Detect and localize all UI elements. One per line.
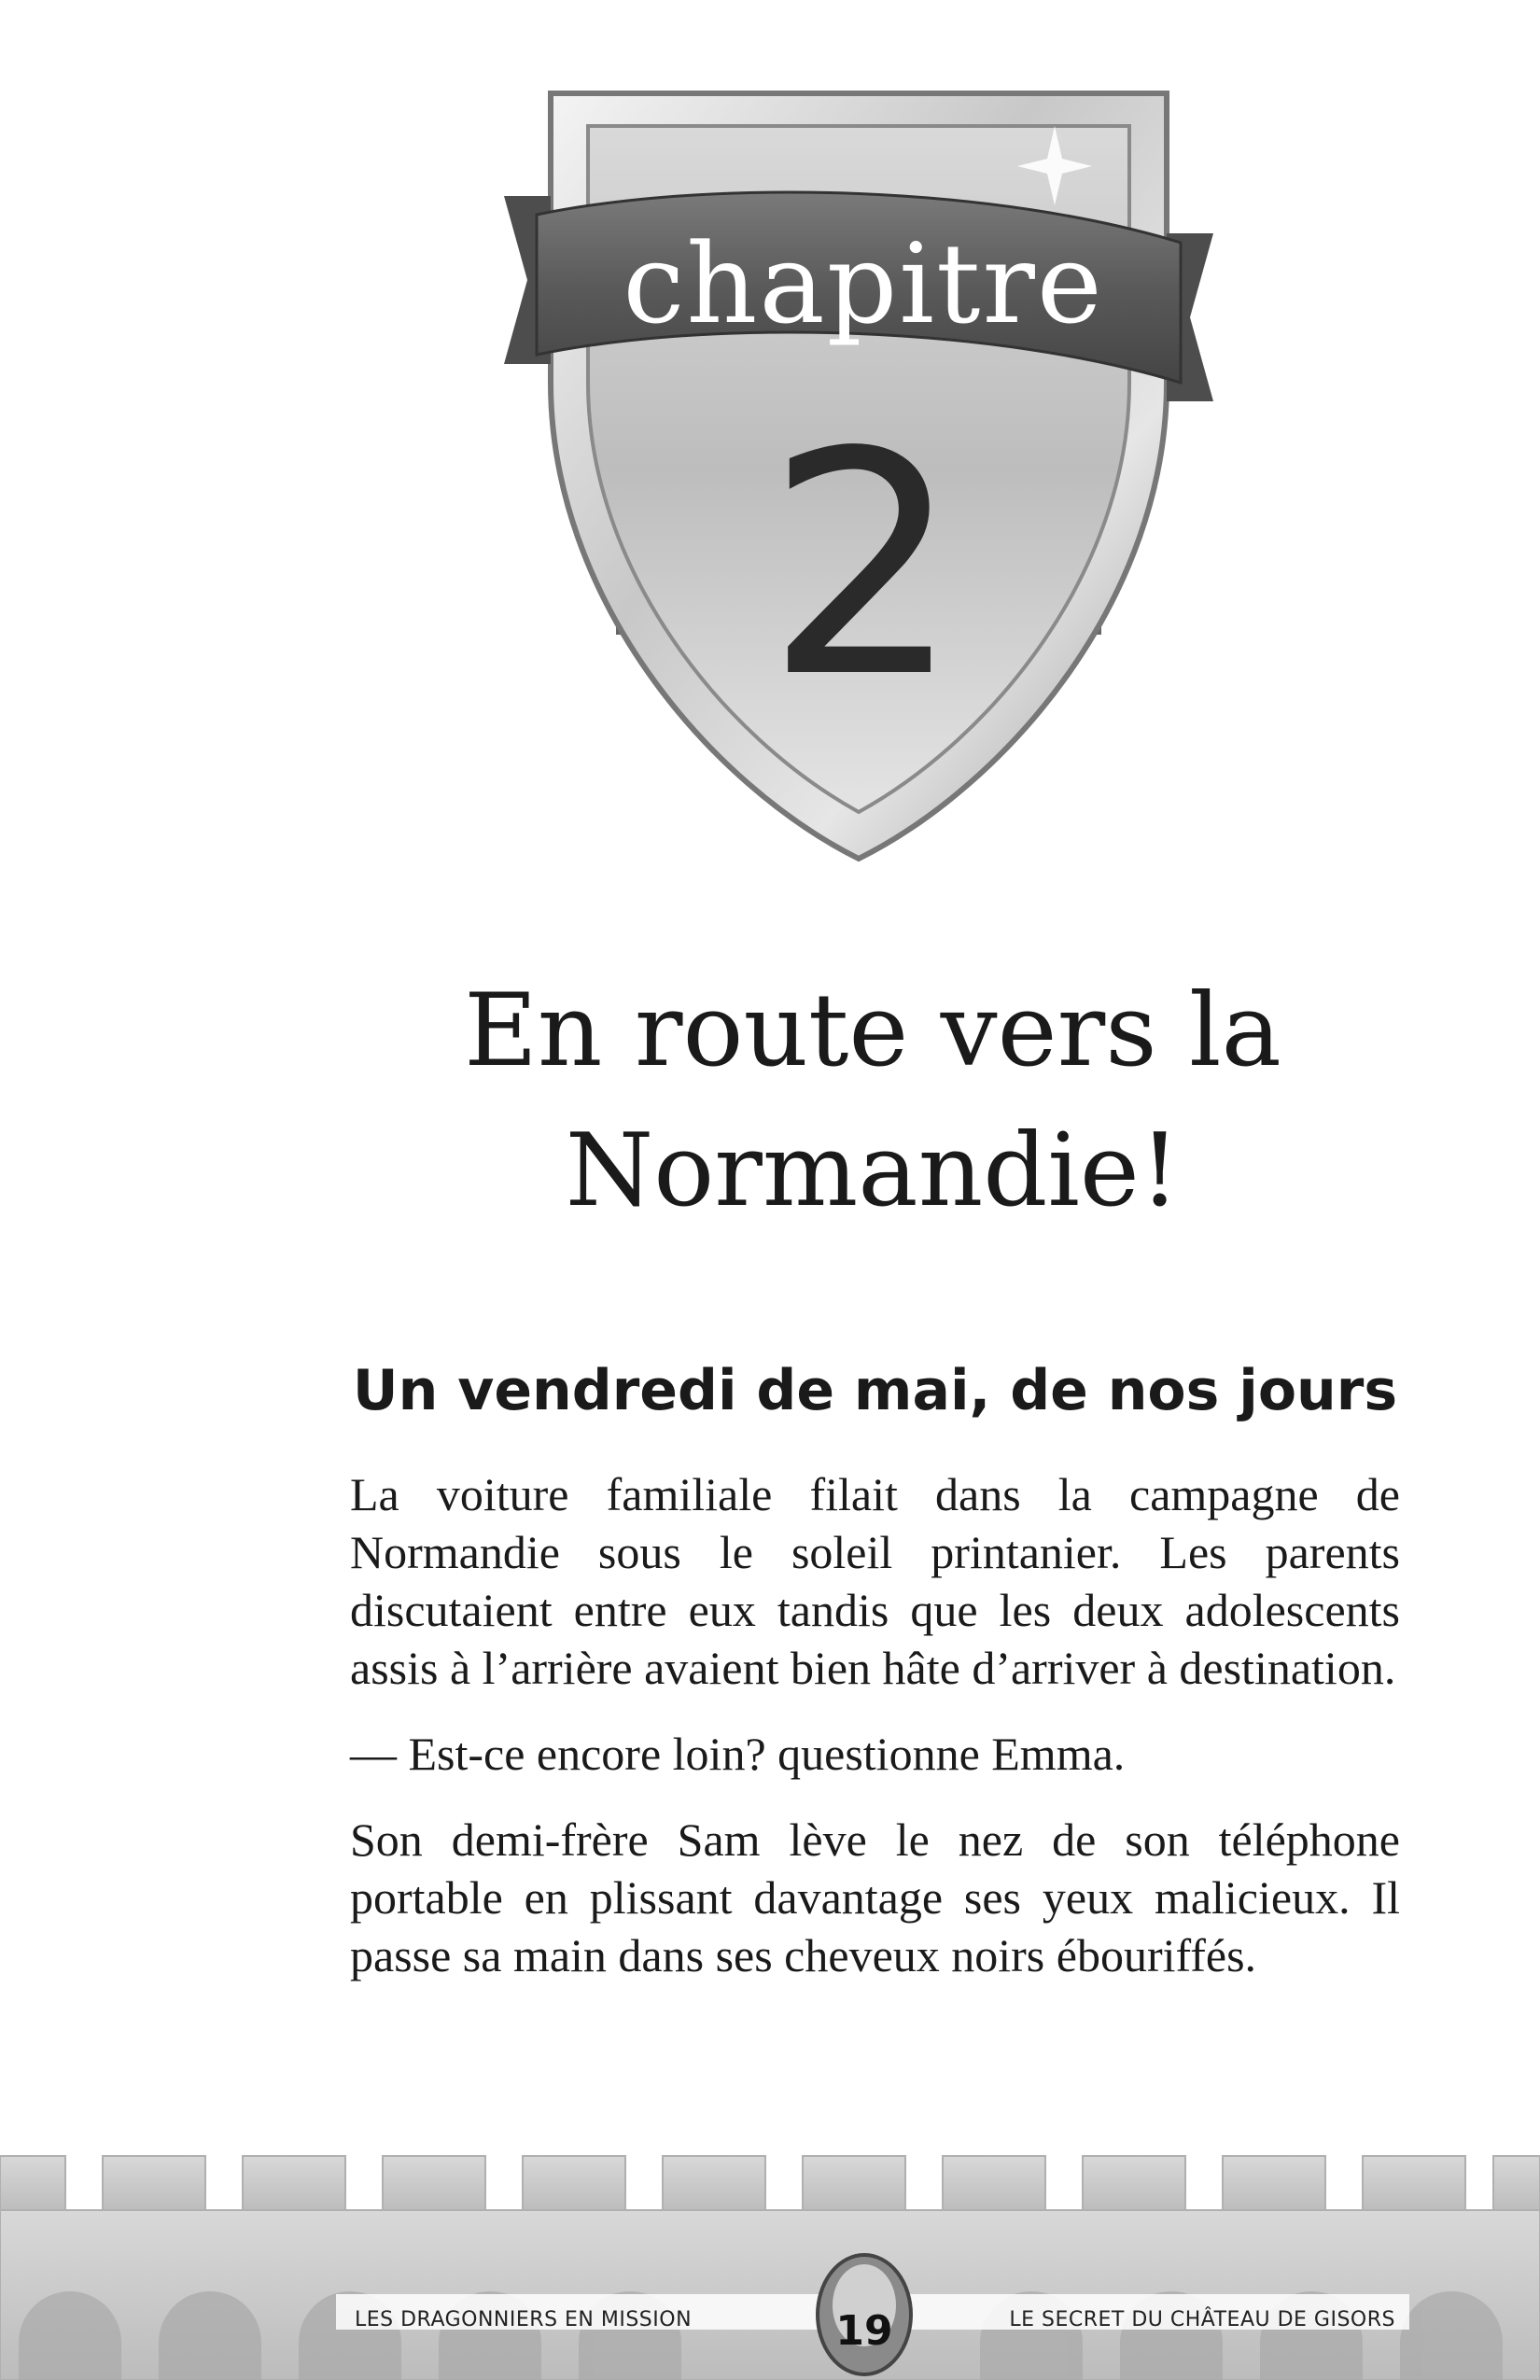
section-subtitle: Un vendredi de mai, de nos jours <box>352 1358 1398 1423</box>
paragraph: La voiture familiale filait dans la campagne de Normandie sous le soleil printanier. Les parents discutaient entre eux tandis que les deux adolescents assis à l’arrière avaient bien hâte d’arriver à destination. <box>350 1468 1400 1694</box>
chapter-shield-emblem <box>485 75 1232 877</box>
page-number: 19 <box>835 2307 893 2355</box>
footer-book-title: LE SECRET DU CHÂTEAU DE GISORS <box>1009 2308 1395 2331</box>
body-text <box>350 1465 1400 2012</box>
castle-wall-footer <box>0 2128 1540 2380</box>
chapter-number: 2 <box>765 386 961 745</box>
footer-series-title: LES DRAGONNIERS EN MISSION <box>355 2308 693 2331</box>
chapter-title-line-2: Normandie! <box>565 1113 1181 1229</box>
paragraph: Son demi-frère Sam lève le nez de son téléphone portable en plissant davantage ses yeux malicieux. Il passe sa main dans ses cheveux noirs ébouriffés. <box>350 1813 1400 1981</box>
chapter-title <box>308 961 1437 1241</box>
paragraph: — Est-ce encore loin? questionne Emma. <box>350 1728 1126 1780</box>
chapter-word: chapitre <box>623 219 1104 348</box>
chapter-title-line-1: En route vers la <box>464 973 1281 1089</box>
